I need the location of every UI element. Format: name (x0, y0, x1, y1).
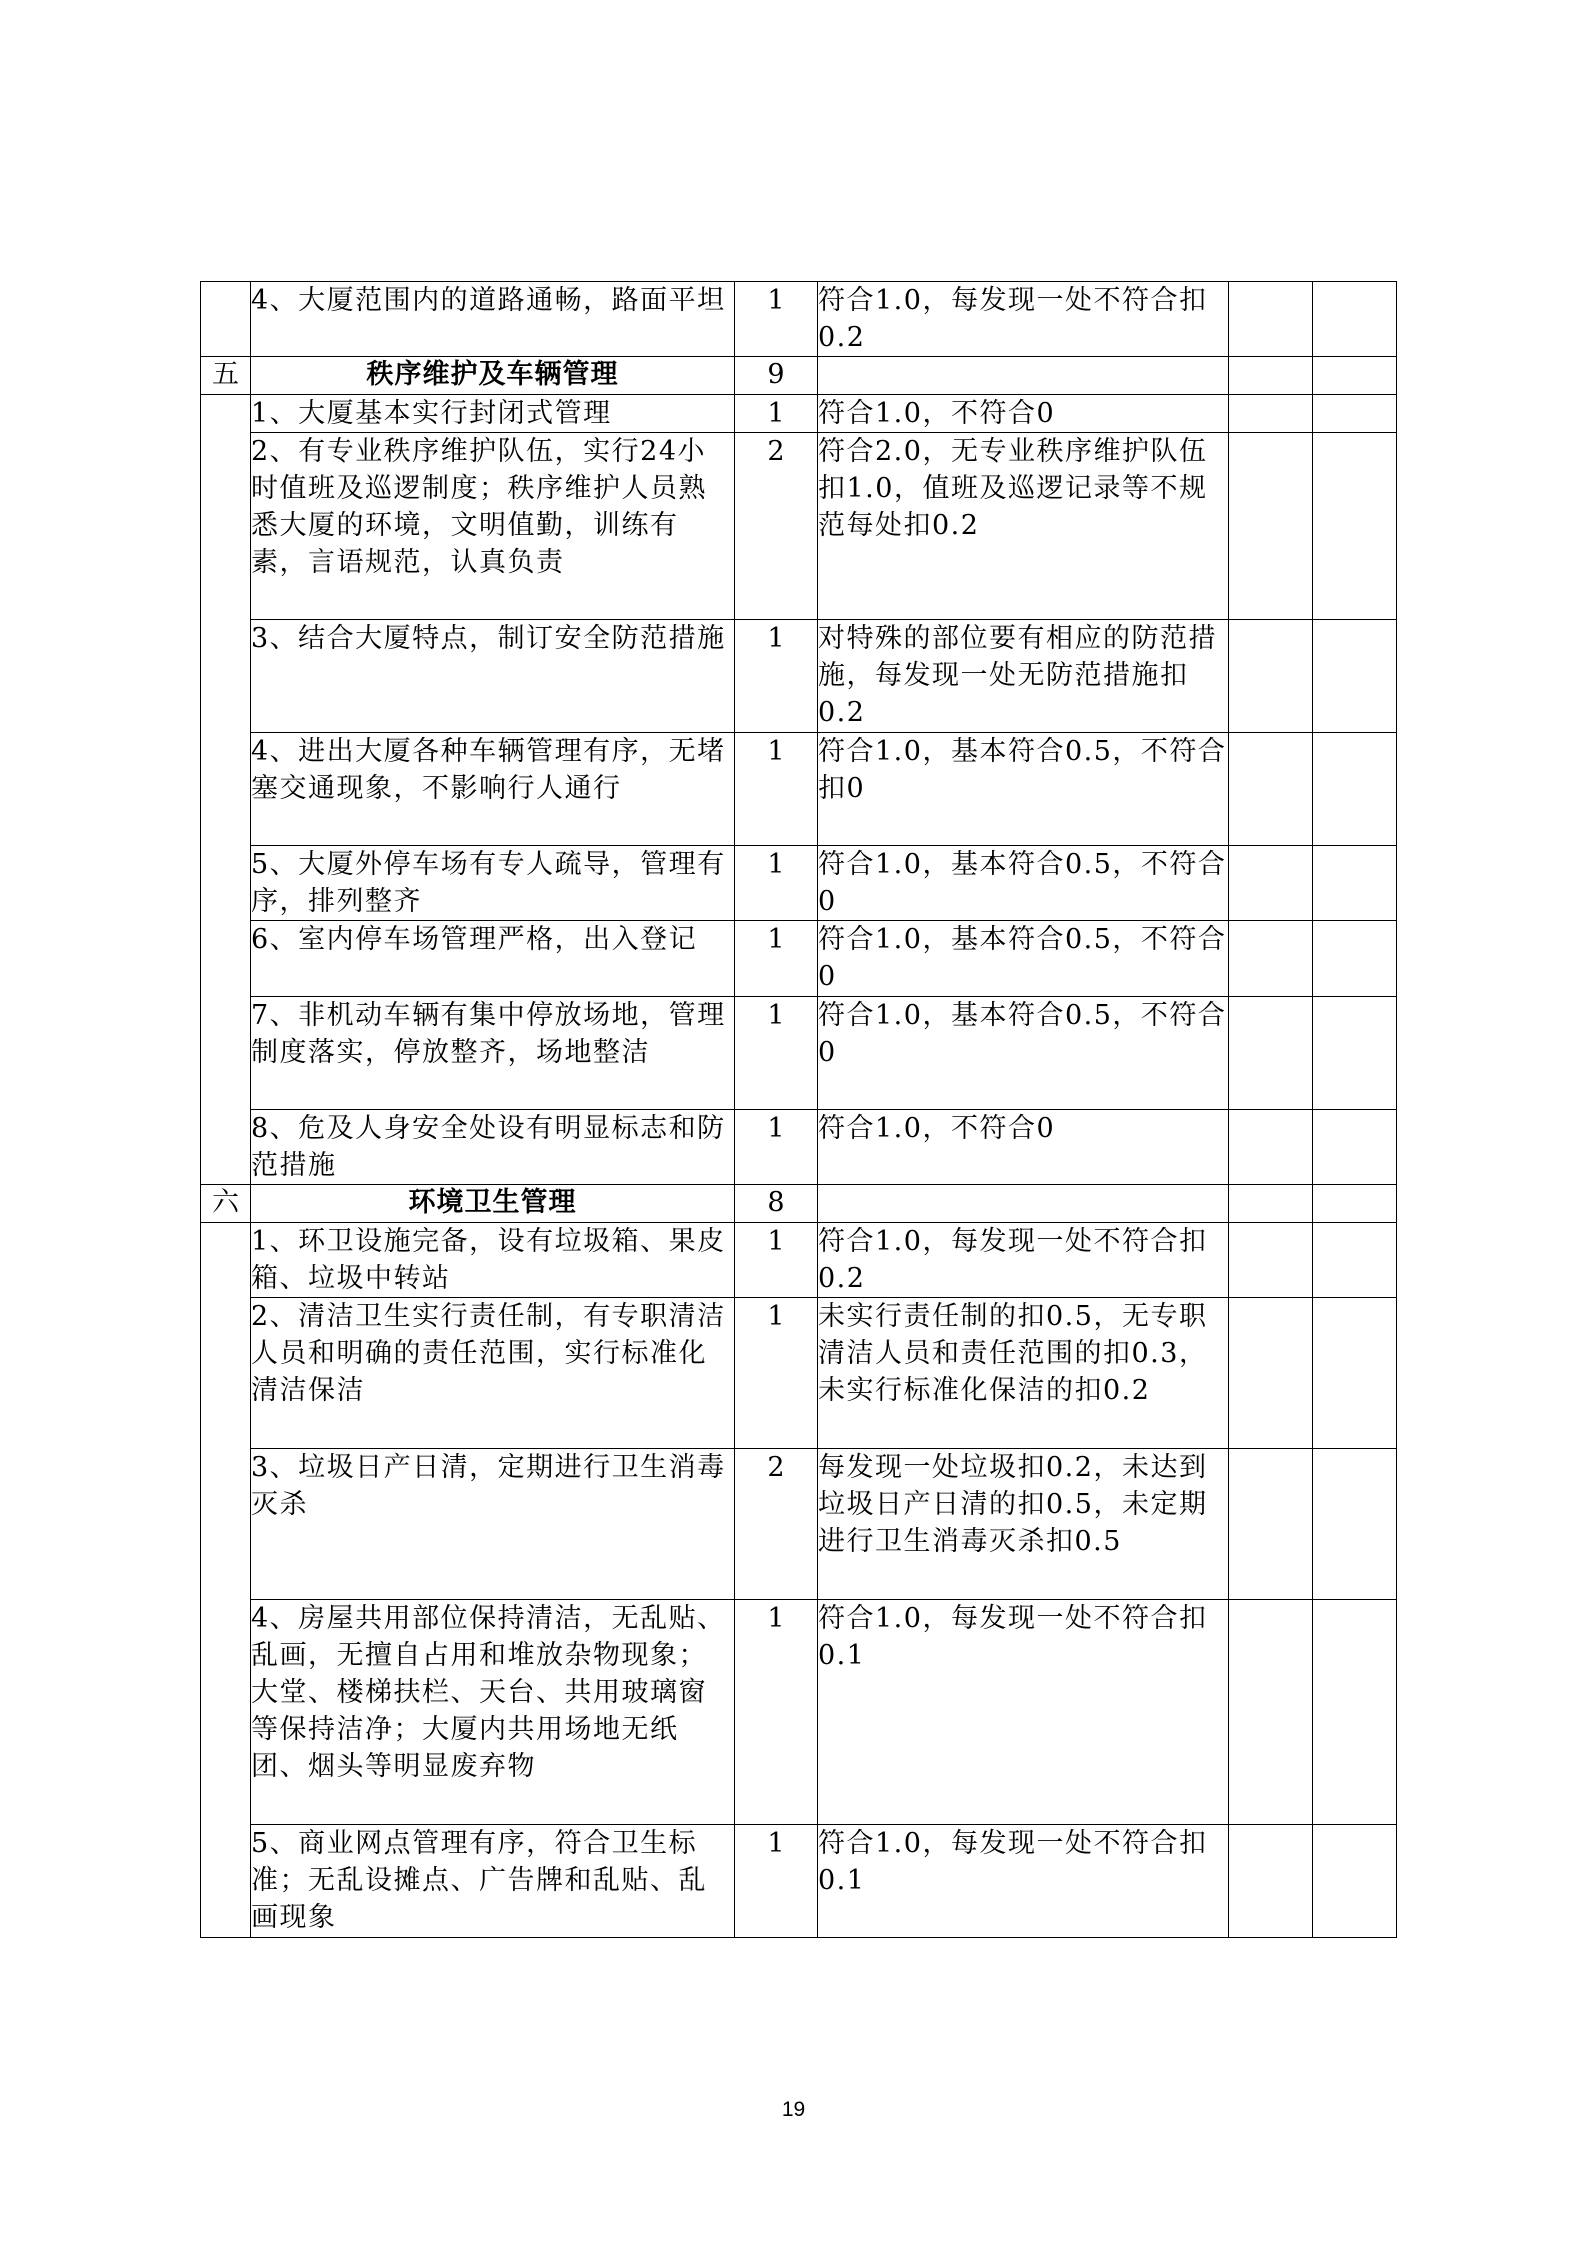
item-cell: 4、房屋共用部位保持清洁，无乱贴、乱画，无擅自占用和堆放杂物现象；大堂、楼梯扶栏、天台、共用玻璃窗等保持洁净；大厦内共用场地无纸团、烟头等明显废弃物 (251, 1600, 735, 1825)
standard-cell (818, 357, 1229, 395)
evaluation-cell (1313, 620, 1397, 733)
evaluation-cell (1313, 282, 1397, 357)
table-row (201, 1110, 1397, 1185)
item-cell: 7、非机动车辆有集中停放场地，管理制度落实，停放整齐，场地整洁 (251, 997, 735, 1110)
table-row (201, 921, 1397, 997)
self-evaluation-cell (1229, 921, 1313, 997)
item-cell: 3、结合大厦特点，制订安全防范措施 (251, 620, 735, 733)
self-evaluation-cell (1229, 282, 1313, 357)
item-cell: 4、大厦范围内的道路通畅，路面平坦 (251, 282, 735, 357)
standard-cell (818, 1185, 1229, 1223)
self-evaluation-cell (1229, 1449, 1313, 1600)
item-cell: 6、室内停车场管理严格，出入登记 (251, 921, 735, 997)
table-row (201, 395, 1397, 433)
standard-cell: 符合1.0，每发现一处不符合扣0.2 (818, 282, 1229, 357)
evaluation-cell (1313, 1110, 1397, 1185)
evaluation-cell (1313, 1223, 1397, 1298)
self-evaluation-cell (1229, 1298, 1313, 1449)
section-number-cell: 六 (201, 1185, 251, 1223)
evaluation-cell (1313, 1825, 1397, 1938)
standard-cell: 符合1.0，每发现一处不符合扣0.1 (818, 1825, 1229, 1938)
standard-cell: 符合1.0，每发现一处不符合扣0.2 (818, 1223, 1229, 1298)
self-evaluation-cell (1229, 1185, 1313, 1223)
standard-cell: 符合1.0，基本符合0.5，不符合0 (818, 921, 1229, 997)
scoring-table (200, 281, 1397, 1938)
table-row (201, 1223, 1397, 1298)
standard-cell: 符合1.0，每发现一处不符合扣0.1 (818, 1600, 1229, 1825)
self-evaluation-cell (1229, 395, 1313, 433)
table-row (201, 1600, 1397, 1825)
score-cell: 2 (735, 433, 818, 620)
score-cell: 1 (735, 733, 818, 846)
score-cell: 1 (735, 395, 818, 433)
section-title-cell: 秩序维护及车辆管理 (251, 357, 735, 395)
evaluation-cell (1313, 733, 1397, 846)
standard-cell: 符合1.0，不符合0 (818, 395, 1229, 433)
table-row (201, 433, 1397, 620)
score-cell: 8 (735, 1185, 818, 1223)
table-row (201, 282, 1397, 357)
evaluation-cell (1313, 1449, 1397, 1600)
table-row (201, 1298, 1397, 1449)
item-cell: 8、危及人身安全处设有明显标志和防范措施 (251, 1110, 735, 1185)
standard-cell: 符合1.0，基本符合0.5，不符合0 (818, 846, 1229, 921)
score-cell: 1 (735, 620, 818, 733)
self-evaluation-cell (1229, 620, 1313, 733)
item-cell: 1、环卫设施完备，设有垃圾箱、果皮箱、垃圾中转站 (251, 1223, 735, 1298)
page-number: 19 (781, 2098, 806, 2121)
evaluation-cell (1313, 395, 1397, 433)
standard-cell: 未实行责任制的扣0.5，无专职清洁人员和责任范围的扣0.3，未实行标准化保洁的扣0.2 (818, 1298, 1229, 1449)
score-cell: 1 (735, 282, 818, 357)
standard-cell: 每发现一处垃圾扣0.2，未达到垃圾日产日清的扣0.5，未定期进行卫生消毒灭杀扣0.5 (818, 1449, 1229, 1600)
self-evaluation-cell (1229, 997, 1313, 1110)
section-number-cell: 五 (201, 357, 251, 395)
evaluation-cell (1313, 846, 1397, 921)
section-row (201, 1185, 1397, 1223)
score-cell: 1 (735, 1600, 818, 1825)
score-cell: 2 (735, 1449, 818, 1600)
item-cell: 4、进出大厦各种车辆管理有序，无堵塞交通现象，不影响行人通行 (251, 733, 735, 846)
item-cell: 5、商业网点管理有序，符合卫生标准；无乱设摊点、广告牌和乱贴、乱画现象 (251, 1825, 735, 1938)
standard-cell: 符合1.0，基本符合0.5，不符合0 (818, 997, 1229, 1110)
section-number-cell (201, 1223, 251, 1938)
self-evaluation-cell (1229, 846, 1313, 921)
standard-cell: 符合1.0，基本符合0.5，不符合扣0 (818, 733, 1229, 846)
table-row (201, 733, 1397, 846)
evaluation-cell (1313, 1600, 1397, 1825)
table-row (201, 846, 1397, 921)
standard-cell: 符合2.0，无专业秩序维护队伍扣1.0，值班及巡逻记录等不规范每处扣0.2 (818, 433, 1229, 620)
evaluation-cell (1313, 1298, 1397, 1449)
item-cell: 2、有专业秩序维护队伍，实行24小时值班及巡逻制度；秩序维护人员熟悉大厦的环境，文明值勤，训练有素，言语规范，认真负责 (251, 433, 735, 620)
self-evaluation-cell (1229, 357, 1313, 395)
self-evaluation-cell (1229, 1825, 1313, 1938)
table-body (201, 282, 1397, 1938)
standard-cell: 符合1.0，不符合0 (818, 1110, 1229, 1185)
score-cell: 1 (735, 921, 818, 997)
score-cell: 1 (735, 1110, 818, 1185)
evaluation-cell (1313, 997, 1397, 1110)
table-row (201, 997, 1397, 1110)
evaluation-cell (1313, 921, 1397, 997)
table-row (201, 1825, 1397, 1938)
item-cell: 5、大厦外停车场有专人疏导，管理有序，排列整齐 (251, 846, 735, 921)
section-number-cell (201, 282, 251, 357)
evaluation-cell (1313, 1185, 1397, 1223)
score-cell: 1 (735, 1825, 818, 1938)
evaluation-cell (1313, 357, 1397, 395)
self-evaluation-cell (1229, 1110, 1313, 1185)
score-cell: 1 (735, 997, 818, 1110)
item-cell: 2、清洁卫生实行责任制，有专职清洁人员和明确的责任范围，实行标准化清洁保洁 (251, 1298, 735, 1449)
section-title-cell: 环境卫生管理 (251, 1185, 735, 1223)
evaluation-cell (1313, 433, 1397, 620)
item-cell: 3、垃圾日产日清，定期进行卫生消毒灭杀 (251, 1449, 735, 1600)
self-evaluation-cell (1229, 433, 1313, 620)
score-cell: 1 (735, 1223, 818, 1298)
standard-cell: 对特殊的部位要有相应的防范措施，每发现一处无防范措施扣0.2 (818, 620, 1229, 733)
score-cell: 1 (735, 1298, 818, 1449)
self-evaluation-cell (1229, 1223, 1313, 1298)
score-cell: 9 (735, 357, 818, 395)
table-row (201, 1449, 1397, 1600)
section-number-cell (201, 395, 251, 1185)
section-row (201, 357, 1397, 395)
table-row (201, 620, 1397, 733)
score-cell: 1 (735, 846, 818, 921)
self-evaluation-cell (1229, 1600, 1313, 1825)
item-cell: 1、大厦基本实行封闭式管理 (251, 395, 735, 433)
self-evaluation-cell (1229, 733, 1313, 846)
